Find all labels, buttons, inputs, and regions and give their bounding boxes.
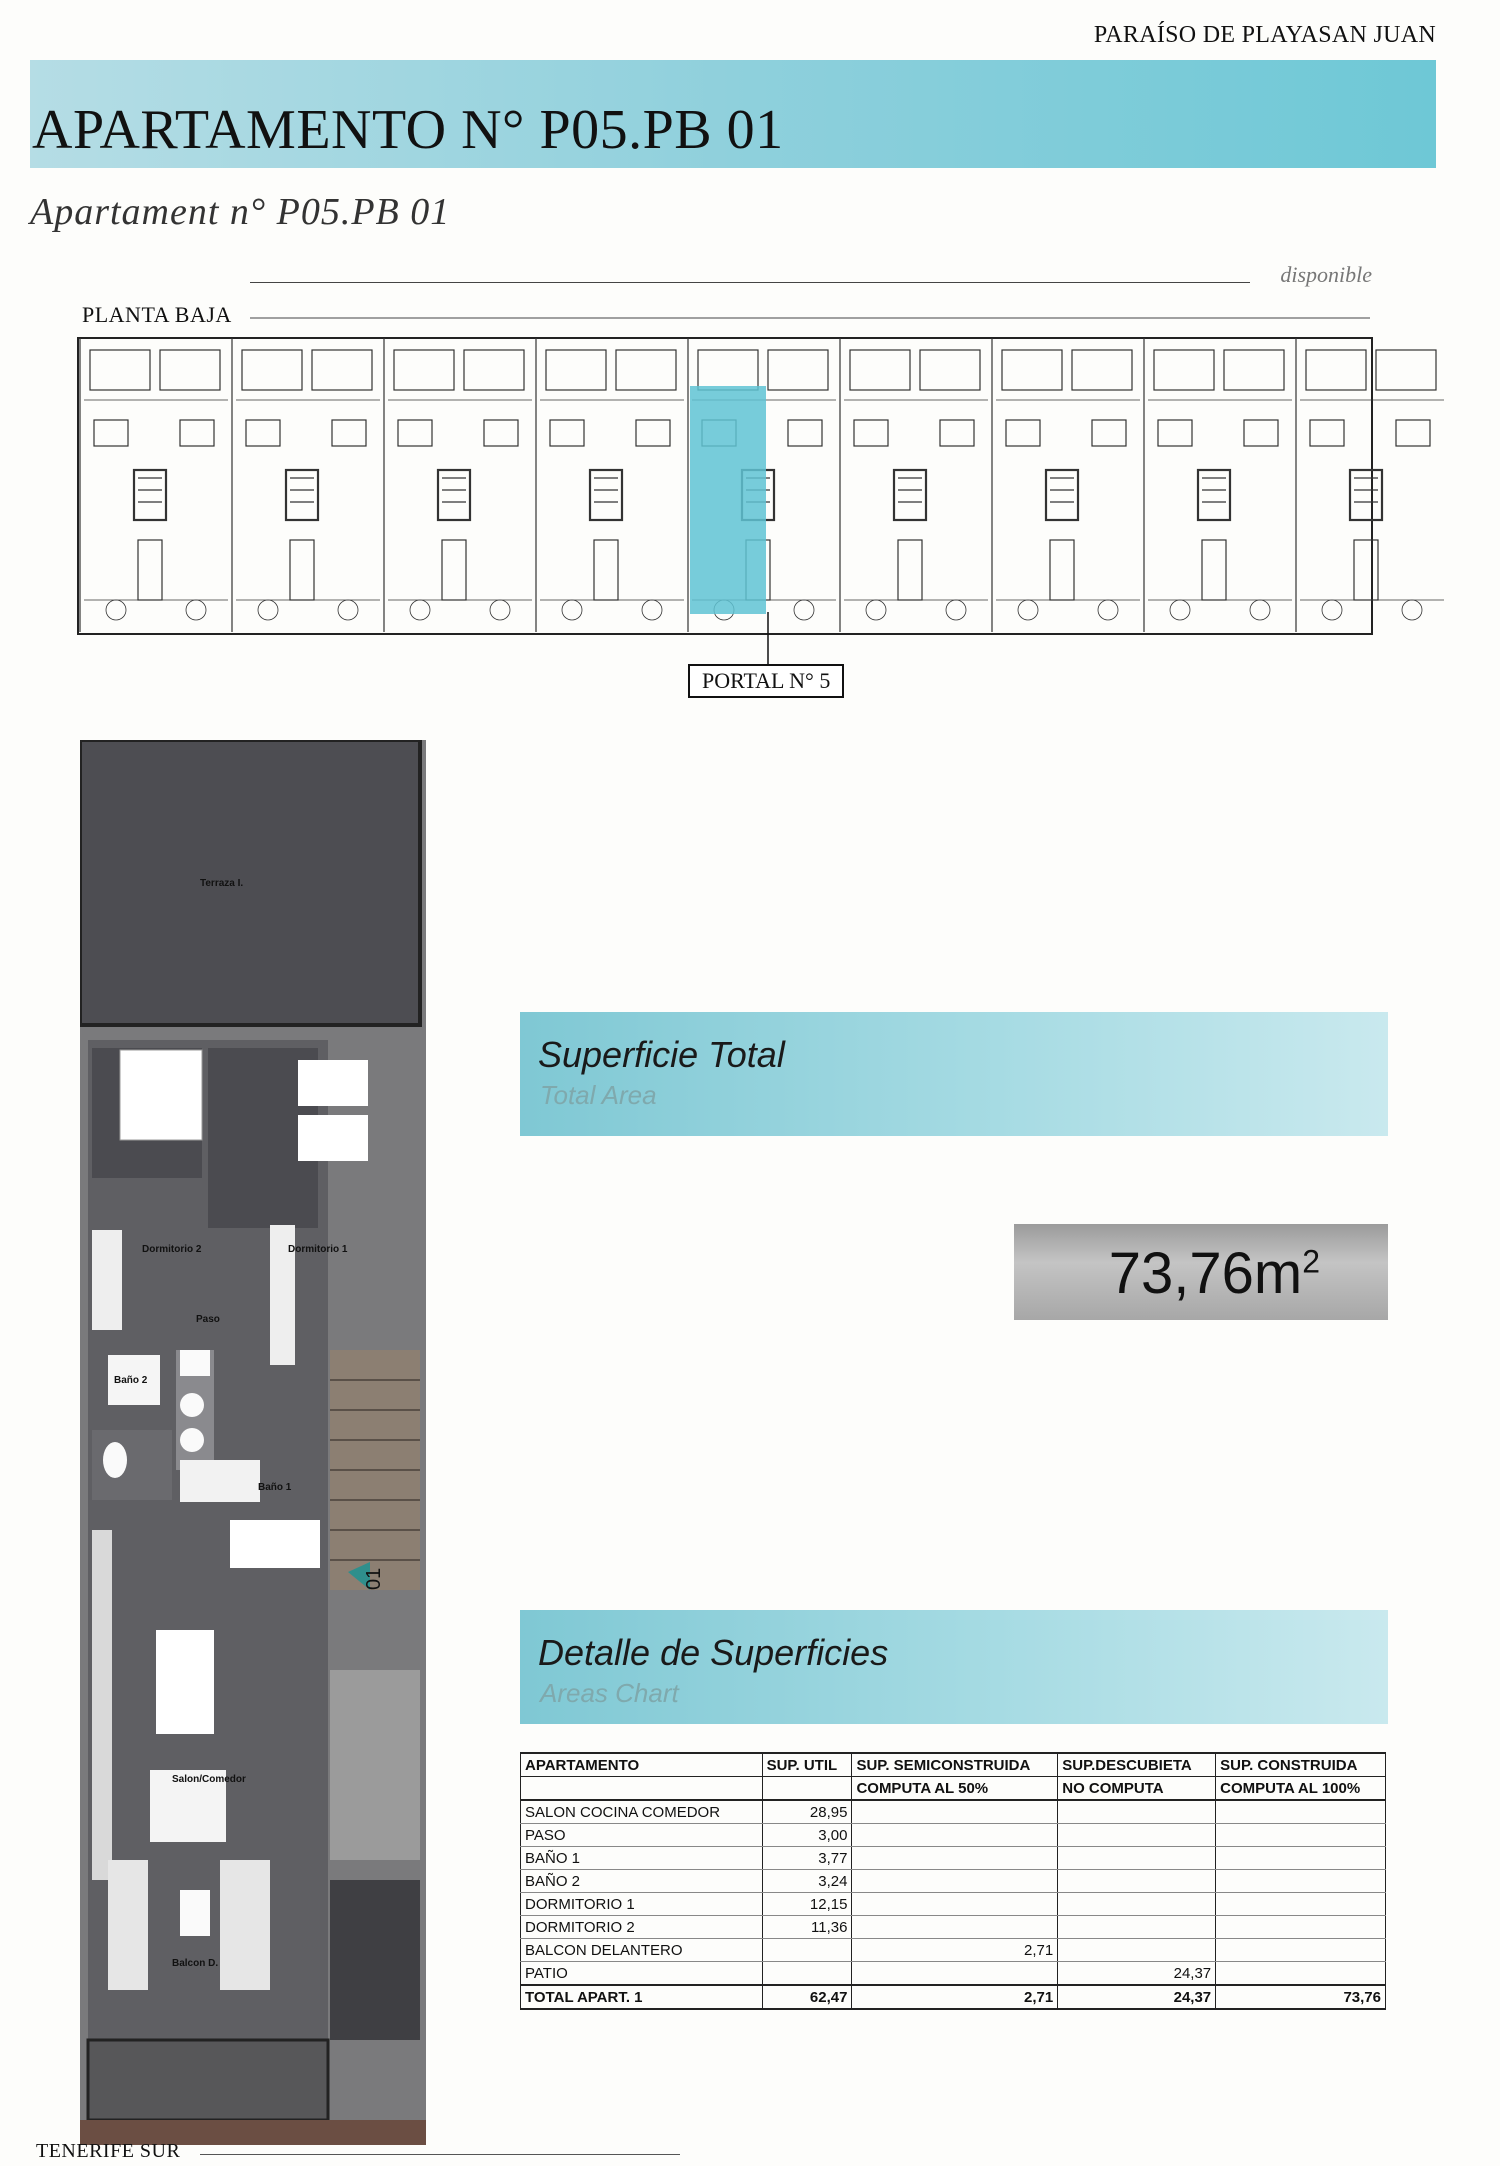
header-descubierta-note: NO COMPUTA	[1058, 1777, 1216, 1801]
header-semiconstruida-note: COMPUTA AL 50%	[852, 1777, 1058, 1801]
room-bano2-label: Baño 2	[114, 1375, 148, 1386]
cell-semi	[852, 1893, 1058, 1916]
footer-rule	[200, 2154, 680, 2155]
cell-name: SALON COCINA COMEDOR	[521, 1800, 763, 1824]
header-descubierta: SUP.DESCUBIETA	[1058, 1753, 1216, 1777]
table-total-row	[521, 1985, 1386, 2009]
room-dormitorio2-label: Dormitorio 2	[142, 1244, 202, 1255]
cell-semi	[852, 1800, 1058, 1824]
cell-constr	[1216, 1800, 1386, 1824]
table-row	[521, 1847, 1386, 1870]
cell-constr	[1216, 1824, 1386, 1847]
cell-semi: 2,71	[852, 1939, 1058, 1962]
cell-semi	[852, 1962, 1058, 1986]
room-paso-label: Paso	[196, 1314, 220, 1325]
cell-constr	[1216, 1939, 1386, 1962]
header-semiconstruida: SUP. SEMICONSTRUIDA	[852, 1753, 1058, 1777]
total-row-label: TOTAL APART. 1	[521, 1985, 763, 2009]
cell-util: 12,15	[762, 1893, 852, 1916]
areas-detail-banner	[520, 1610, 1388, 1724]
total-area-banner	[520, 1012, 1388, 1136]
cell-descub	[1058, 1847, 1216, 1870]
cell-name: BAÑO 2	[521, 1870, 763, 1893]
unit-floor-plan	[80, 740, 426, 2145]
total-descub: 24,37	[1058, 1985, 1216, 2009]
total-area-box	[1014, 1224, 1388, 1320]
availability-status: disponible	[1280, 262, 1372, 287]
room-salon-label: Salon/Comedor	[172, 1774, 246, 1785]
floor-label: PLANTA BAJA	[82, 302, 232, 327]
cell-name: DORMITORIO 2	[521, 1916, 763, 1939]
cell-name: BAÑO 1	[521, 1847, 763, 1870]
table-row	[521, 1939, 1386, 1962]
cell-name: PASO	[521, 1824, 763, 1847]
total-area-subtitle: Total Area	[540, 1080, 657, 1110]
cell-semi	[852, 1824, 1058, 1847]
table-row	[521, 1893, 1386, 1916]
cell-util	[762, 1939, 852, 1962]
svg-text:01: 01	[363, 1567, 385, 1590]
cell-descub	[1058, 1824, 1216, 1847]
room-dormitorio1-label: Dormitorio 1	[288, 1244, 348, 1255]
header-apartamento: APARTAMENTO	[521, 1753, 763, 1777]
total-area-value: $73,76m^2$	[1108, 1241, 1320, 1306]
cell-util: 11,36	[762, 1916, 852, 1939]
room-bano1-label: Baño 1	[258, 1482, 292, 1493]
cell-name: BALCON DELANTERO	[521, 1939, 763, 1962]
selected-unit-highlight	[690, 386, 766, 614]
cell-constr	[1216, 1893, 1386, 1916]
cell-util: 3,77	[762, 1847, 852, 1870]
table-row	[521, 1870, 1386, 1893]
cell-constr	[1216, 1962, 1386, 1986]
header-sup-util: SUP. UTIL	[762, 1753, 852, 1777]
cell-util: 3,24	[762, 1870, 852, 1893]
cell-name: PATIO	[521, 1962, 763, 1986]
areas-detail-title: Detalle de Superficies	[538, 1632, 889, 1673]
total-area-title: Superficie Total	[538, 1034, 785, 1075]
site-plan-drawing	[0, 0, 1500, 700]
page-title: APARTAMENTO N° P05.PB 01	[32, 99, 784, 161]
room-terraza-label: Terraza I.	[200, 878, 244, 889]
table-row	[521, 1962, 1386, 1986]
room-balcon-label: Balcon D.	[172, 1958, 219, 1969]
page-subtitle: Apartament n° P05.PB 01	[30, 191, 451, 233]
cell-name: DORMITORIO 1	[521, 1893, 763, 1916]
cell-semi	[852, 1870, 1058, 1893]
cell-descub	[1058, 1916, 1216, 1939]
total-semi: 2,71	[852, 1985, 1058, 2009]
cell-constr	[1216, 1870, 1386, 1893]
brand-name: PARAÍSO DE PLAYASAN JUAN	[1093, 22, 1436, 48]
cell-util: 28,95	[762, 1800, 852, 1824]
header-construida: SUP. CONSTRUIDA	[1216, 1753, 1386, 1777]
table-row	[521, 1916, 1386, 1939]
areas-table	[520, 1752, 1386, 2010]
cell-semi	[852, 1847, 1058, 1870]
footer-location: TENERIFE SUR	[36, 2140, 181, 2162]
cell-constr	[1216, 1916, 1386, 1939]
cell-descub	[1058, 1939, 1216, 1962]
cell-descub	[1058, 1893, 1216, 1916]
cell-util: 3,00	[762, 1824, 852, 1847]
cell-descub: 24,37	[1058, 1962, 1216, 1986]
cell-descub	[1058, 1800, 1216, 1824]
total-util: 62,47	[762, 1985, 852, 2009]
cell-util	[762, 1962, 852, 1986]
total-constr: 73,76	[1216, 1985, 1386, 2009]
cell-semi	[852, 1916, 1058, 1939]
header-construida-note: COMPUTA AL 100%	[1216, 1777, 1386, 1801]
areas-detail-subtitle: Areas Chart	[540, 1678, 679, 1708]
cell-constr	[1216, 1847, 1386, 1870]
table-row	[521, 1800, 1386, 1824]
cell-descub	[1058, 1870, 1216, 1893]
table-row	[521, 1824, 1386, 1847]
portal-label: PORTAL N° 5	[688, 664, 844, 698]
